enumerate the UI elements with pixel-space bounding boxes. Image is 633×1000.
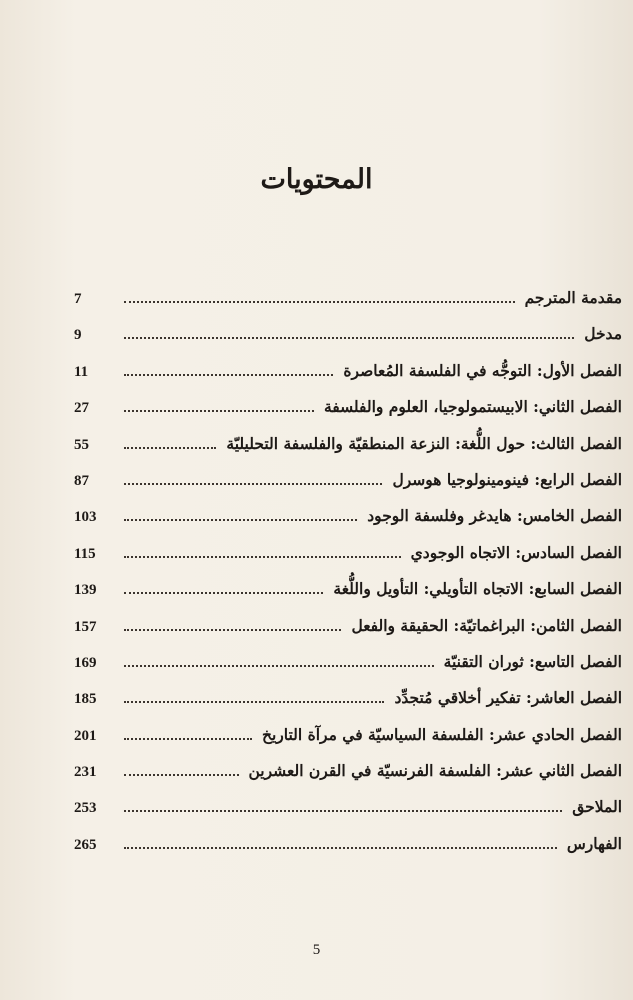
toc-entry-title: مقدمة المترجم bbox=[524, 288, 622, 307]
dot-leader bbox=[124, 337, 574, 339]
toc-entry bbox=[74, 725, 622, 761]
dot-leader bbox=[124, 447, 216, 449]
dot-leader bbox=[124, 701, 384, 703]
toc-entry bbox=[74, 506, 622, 542]
toc-entry bbox=[74, 579, 622, 615]
toc-entry-title: الفصل الثالث: حول اللُّغة: النزعة المنطقيّة والفلسفة التحليليّة bbox=[226, 433, 622, 453]
toc-entry-page: 103 bbox=[74, 509, 97, 526]
toc-entry-page: 27 bbox=[74, 400, 89, 417]
toc-entry-title: الملاحق bbox=[572, 797, 622, 817]
dot-leader bbox=[124, 592, 323, 594]
toc-entry bbox=[74, 324, 622, 360]
toc-entry bbox=[74, 288, 622, 324]
toc-entry bbox=[74, 834, 622, 870]
table-of-contents bbox=[74, 288, 622, 870]
toc-entry-title: الفصل الثاني: الابيستمولوجيا، العلوم والفلسفة bbox=[323, 397, 622, 417]
toc-entry bbox=[74, 397, 622, 433]
toc-entry-title: الفصل الرابع: فينومينولوجيا هوسرل bbox=[392, 469, 622, 489]
toc-entry-page: 253 bbox=[74, 800, 97, 817]
toc-entry-title: الفصل الأول: التوجُّه في الفلسفة المُعاصرة bbox=[343, 360, 622, 380]
toc-entry-title: الفهارس bbox=[566, 833, 622, 853]
dot-leader bbox=[124, 774, 239, 776]
toc-entry bbox=[74, 652, 622, 688]
toc-entry-title: مدخل bbox=[584, 324, 622, 344]
toc-entry bbox=[74, 434, 622, 470]
toc-entry-page: 139 bbox=[74, 582, 97, 599]
page-title: المحتويات bbox=[260, 164, 373, 195]
toc-entry-page: 9 bbox=[74, 327, 82, 344]
toc-entry-title: الفصل الثامن: البراغماتيّة: الحقيقة والفعل bbox=[351, 615, 622, 635]
toc-entry-page: 11 bbox=[74, 363, 89, 380]
toc-entry-page: 231 bbox=[74, 764, 97, 781]
dot-leader bbox=[124, 483, 382, 485]
toc-entry-page: 265 bbox=[74, 836, 97, 853]
dot-leader bbox=[124, 738, 252, 740]
dot-leader bbox=[124, 556, 401, 558]
dot-leader bbox=[124, 301, 515, 303]
toc-entry-page: 169 bbox=[74, 654, 97, 671]
dot-leader bbox=[124, 665, 434, 667]
toc-entry-page: 7 bbox=[74, 291, 82, 307]
toc-entry-title: الفصل السابع: الاتجاه التأويلي: التأويل واللُّغة bbox=[333, 579, 622, 599]
dot-leader bbox=[124, 374, 333, 376]
toc-entry-page: 55 bbox=[74, 436, 89, 453]
toc-entry bbox=[74, 688, 622, 724]
dot-leader bbox=[124, 810, 562, 812]
toc-entry-page: 87 bbox=[74, 472, 89, 489]
toc-entry-title: الفصل الحادي عشر: الفلسفة السياسيّة في مرآة التاريخ bbox=[261, 724, 622, 744]
page-number: 5 bbox=[312, 942, 321, 958]
toc-entry bbox=[74, 797, 622, 833]
toc-entry bbox=[74, 761, 622, 797]
toc-entry-title: الفصل التاسع: ثوران التقنيّة bbox=[443, 651, 622, 671]
toc-entry-title: الفصل العاشر: تفكير أخلاقي مُتجدِّد bbox=[394, 688, 622, 708]
toc-entry-page: 201 bbox=[74, 727, 97, 744]
toc-entry bbox=[74, 543, 622, 579]
toc-entry-title: الفصل الخامس: هايدغر وفلسفة الوجود bbox=[367, 506, 622, 526]
toc-entry-title: الفصل الثاني عشر: الفلسفة الفرنسيّة في القرن العشرين bbox=[248, 761, 622, 781]
dot-leader bbox=[124, 629, 341, 631]
toc-entry-page: 185 bbox=[74, 691, 97, 708]
toc-entry-page: 115 bbox=[74, 545, 96, 562]
toc-entry-title: الفصل السادس: الاتجاه الوجودي bbox=[410, 542, 622, 562]
dot-leader bbox=[124, 519, 357, 521]
toc-entry-page: 157 bbox=[74, 618, 97, 635]
dot-leader bbox=[124, 410, 314, 412]
toc-entry bbox=[74, 616, 622, 652]
toc-entry bbox=[74, 361, 622, 397]
dot-leader bbox=[124, 847, 557, 849]
toc-entry bbox=[74, 470, 622, 506]
